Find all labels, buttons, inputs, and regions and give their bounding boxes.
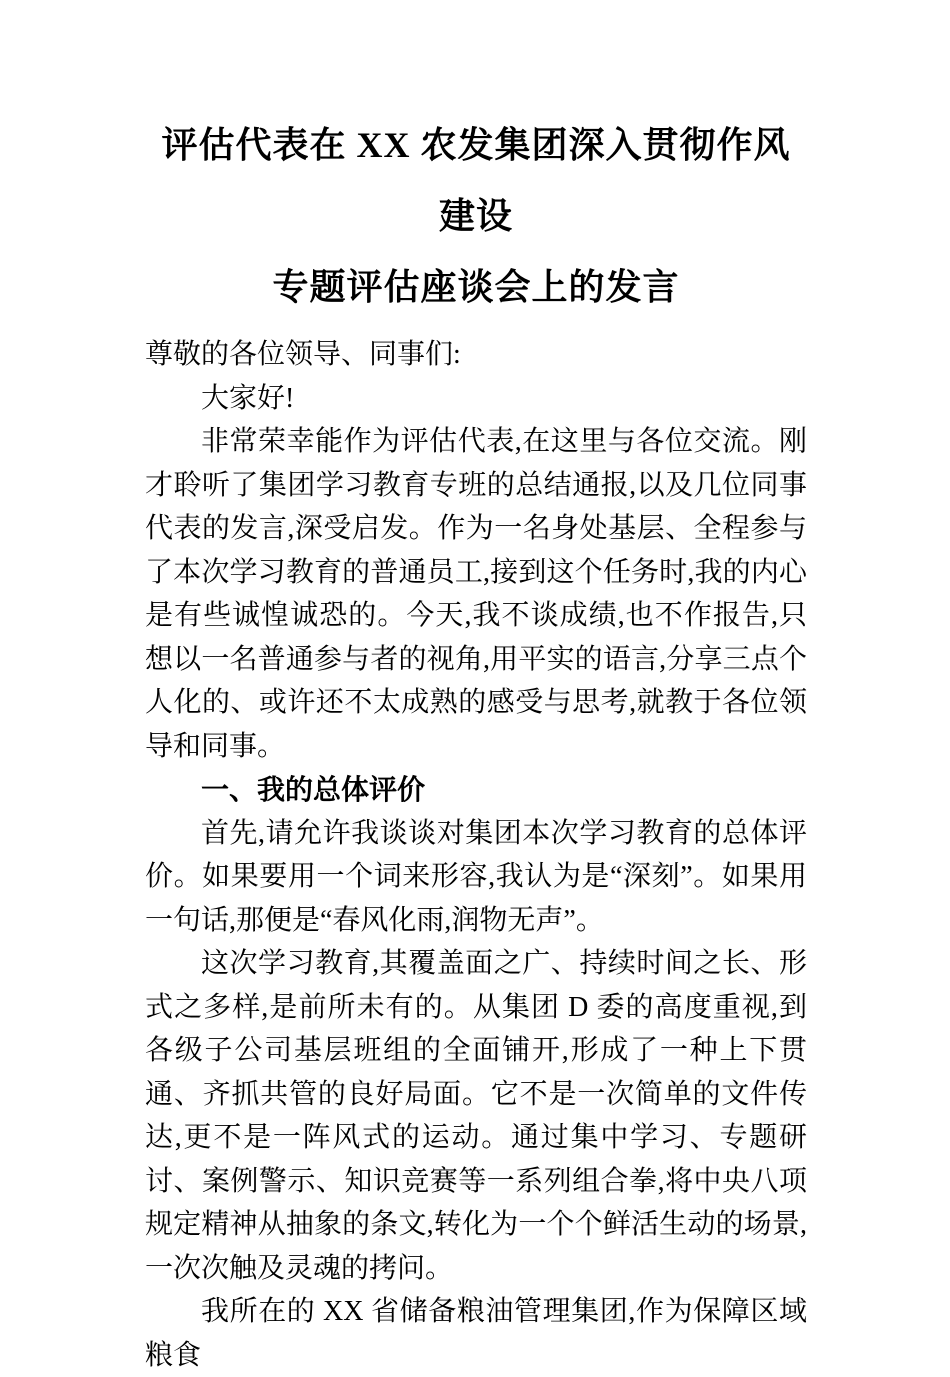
greeting-paragraph: 大家好! <box>201 382 295 414</box>
document-title-line-2: 专题评估座谈会上的发言 <box>272 267 680 307</box>
section-1-paragraph-3: 我所在的 XX 省储备粮油管理集团,作为保障区域粮食 <box>145 1296 807 1371</box>
salutation-line: 尊敬的各位领导、同事们: <box>145 339 461 370</box>
section-1-paragraph-2: 这次学习教育,其覆盖面之广、持续时间之长、形式之多样,是前所未有的。从集团 D 委的高度重视,到各级子公司基层班组的全面铺开,形成了一种上下贯通、齐抓共管的良好局面。它不是一次简单的文件传达,更不是一阵风式的运动。通过集中学习、专题研讨、案例警示、知识竞赛等一系列组合拳,将中央八项规定精神从抽象的条文,转化为一个个鲜活生动的场景,一次次触及灵魂的拷问。 <box>145 948 807 1284</box>
document-title-line-1: 评估代表在 XX 农发集团深入贯彻作风建设 <box>161 125 791 236</box>
document-body <box>145 333 807 1377</box>
document-title <box>145 110 807 323</box>
section-1-heading: 一、我的总体评价 <box>201 774 426 805</box>
section-1-paragraph-1: 首先,请允许我谈谈对集团本次学习教育的总体评价。如果要用一个词来形容,我认为是“深刻”。如果用一句话,那便是“春风化雨,润物无声”。 <box>145 817 807 936</box>
introduction-paragraph: 非常荣幸能作为评估代表,在这里与各位交流。刚才聆听了集团学习教育专班的总结通报,以及几位同事代表的发言,深受启发。作为一名身处基层、全程参与了本次学习教育的普通员工,接到这个任务时,我的内心是有些诚惶诚恐的。今天,我不谈成绩,也不作报告,只想以一名普通参与者的视角,用平实的语言,分享三点个人化的、或许还不太成熟的感受与思考,就教于各位领导和同事。 <box>145 426 807 762</box>
